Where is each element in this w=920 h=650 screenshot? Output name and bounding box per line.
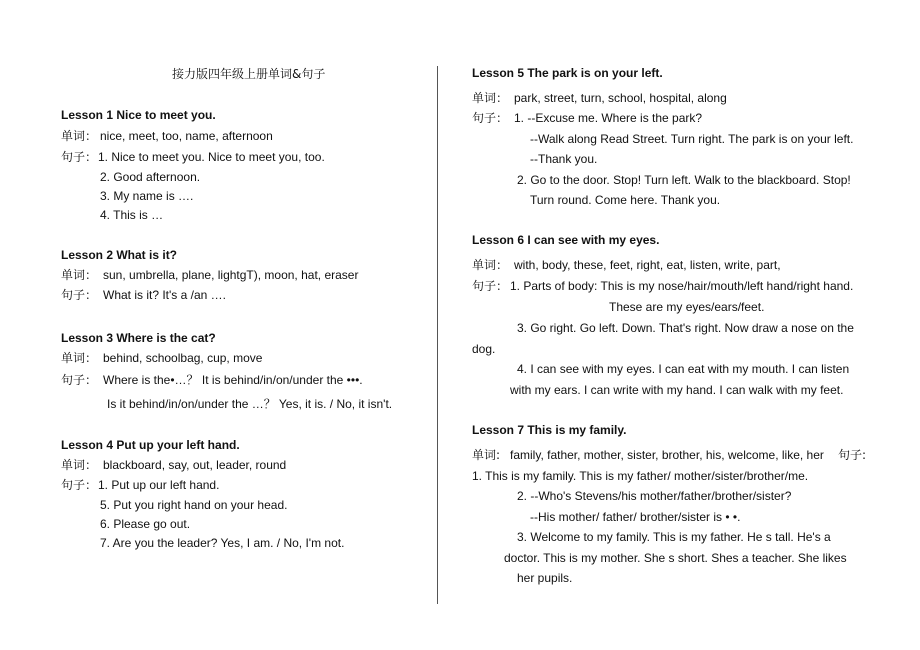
lesson-6-sentence: 4. I can see with my eyes. I can eat with my mouth. I can listen	[517, 362, 850, 376]
lesson-1-sentence: 4. This is …	[100, 208, 164, 222]
lesson-4-sentences-label: 句子：	[61, 478, 98, 492]
lesson-1-sentence: 2. Good afternoon.	[100, 170, 201, 184]
lesson-7-sentence: 2. --Who's Stevens/his mother/father/brother/sister?	[517, 489, 792, 503]
lesson-7-words: family, father, mother, sister, brother, his, welcome, like, her	[510, 448, 824, 462]
lesson-1-words-label: 单词：	[61, 129, 98, 143]
lesson-5-sentence: --Thank you.	[530, 152, 598, 166]
lesson-7-sentence: 1. This is my family. This is my father/ mother/sister/brother/me.	[472, 469, 809, 483]
lesson-1-words: nice, meet, too, name, afternoon	[100, 129, 273, 143]
page-title: 接力版四年级上册单词&句子	[172, 67, 326, 81]
lesson-2-heading: Lesson 2 What is it?	[61, 248, 178, 262]
lesson-5-words: park, street, turn, school, hospital, along	[514, 91, 727, 105]
lesson-7-heading: Lesson 7 This is my family.	[472, 423, 627, 437]
lesson-5-sentence: 1. --Excuse me. Where is the park?	[514, 111, 703, 125]
lesson-6-sentence: These are my eyes/ears/feet.	[609, 300, 765, 314]
lesson-7-sentence: --His mother/ father/ brother/sister is • •.	[530, 510, 741, 524]
lesson-5-sentence: 2. Go to the door. Stop! Turn left. Walk to the blackboard. Stop!	[517, 173, 851, 187]
lesson-3-words-label: 单词：	[61, 351, 98, 365]
lesson-5-heading: Lesson 5 The park is on your left.	[472, 66, 663, 80]
lesson-1-sentence: 1. Nice to meet you. Nice to meet you, too.	[98, 150, 325, 164]
lesson-6-sentence: 1. Parts of body: This is my nose/hair/mouth/left hand/right hand.	[510, 279, 854, 293]
lesson-3-sentence: Is it behind/in/on/under the …？ Yes, it is. / No, it isn't.	[107, 397, 393, 411]
lesson-4-heading: Lesson 4 Put up your left hand.	[61, 438, 240, 452]
lesson-7-sentence: 3. Welcome to my family. This is my father. He s tall. He's a	[517, 530, 831, 544]
lesson-7-sentences-label: 句子:	[838, 448, 867, 462]
lesson-3-words: behind, schoolbag, cup, move	[103, 351, 263, 365]
lesson-5-words-label: 单词：	[472, 91, 509, 105]
lesson-4-words: blackboard, say, out, leader, round	[103, 458, 287, 472]
lesson-7-words-label: 单词:	[472, 448, 501, 462]
lesson-7-sentence: her pupils.	[517, 571, 573, 585]
lesson-1-sentence: 3. My name is ….	[100, 189, 194, 203]
column-divider	[437, 66, 438, 604]
lesson-6-sentence: 3. Go right. Go left. Down. That's right. Now draw a nose on the	[517, 321, 854, 335]
lesson-1-sentences-label: 句子：	[61, 150, 98, 164]
lesson-6-sentences-label: 句子：	[472, 279, 509, 293]
lesson-5-sentence: Turn round. Come here. Thank you.	[530, 193, 721, 207]
lesson-2-sentence: What is it? It's a /an ….	[103, 288, 226, 302]
lesson-7-sentence: doctor. This is my mother. She s short. Shes a teacher. She likes	[504, 551, 847, 565]
lesson-3-heading: Lesson 3 Where is the cat?	[61, 331, 216, 345]
lesson-1-heading: Lesson 1 Nice to meet you.	[61, 108, 216, 122]
lesson-6-words: with, body, these, feet, right, eat, listen, write, part,	[514, 258, 781, 272]
lesson-4-sentence: 5. Put you right hand on your head.	[100, 498, 288, 512]
lesson-6-words-label: 单词：	[472, 258, 509, 272]
lesson-4-words-label: 单词：	[61, 458, 98, 472]
lesson-4-sentence: 7. Are you the leader? Yes, I am. / No, I'm not.	[100, 536, 345, 550]
lesson-3-sentences-label: 句子：	[61, 373, 98, 387]
lesson-4-sentence: 6. Please go out.	[100, 517, 191, 531]
lesson-4-sentence: 1. Put up our left hand.	[98, 478, 220, 492]
lesson-5-sentences-label: 句子：	[472, 111, 509, 125]
lesson-2-sentences-label: 句子：	[61, 288, 98, 302]
lesson-6-sentence: dog.	[472, 342, 496, 356]
lesson-6-sentence: with my ears. I can write with my hand. I can walk with my feet.	[510, 383, 844, 397]
lesson-6-heading: Lesson 6 I can see with my eyes.	[472, 233, 660, 247]
lesson-5-sentence: --Walk along Read Street. Turn right. The park is on your left.	[530, 132, 854, 146]
lesson-3-sentence: Where is the•…？ It is behind/in/on/under the •••.	[103, 373, 363, 387]
lesson-2-words: sun, umbrella, plane, lightgT), moon, hat, eraser	[103, 268, 359, 282]
lesson-2-words-label: 单词：	[61, 268, 98, 282]
